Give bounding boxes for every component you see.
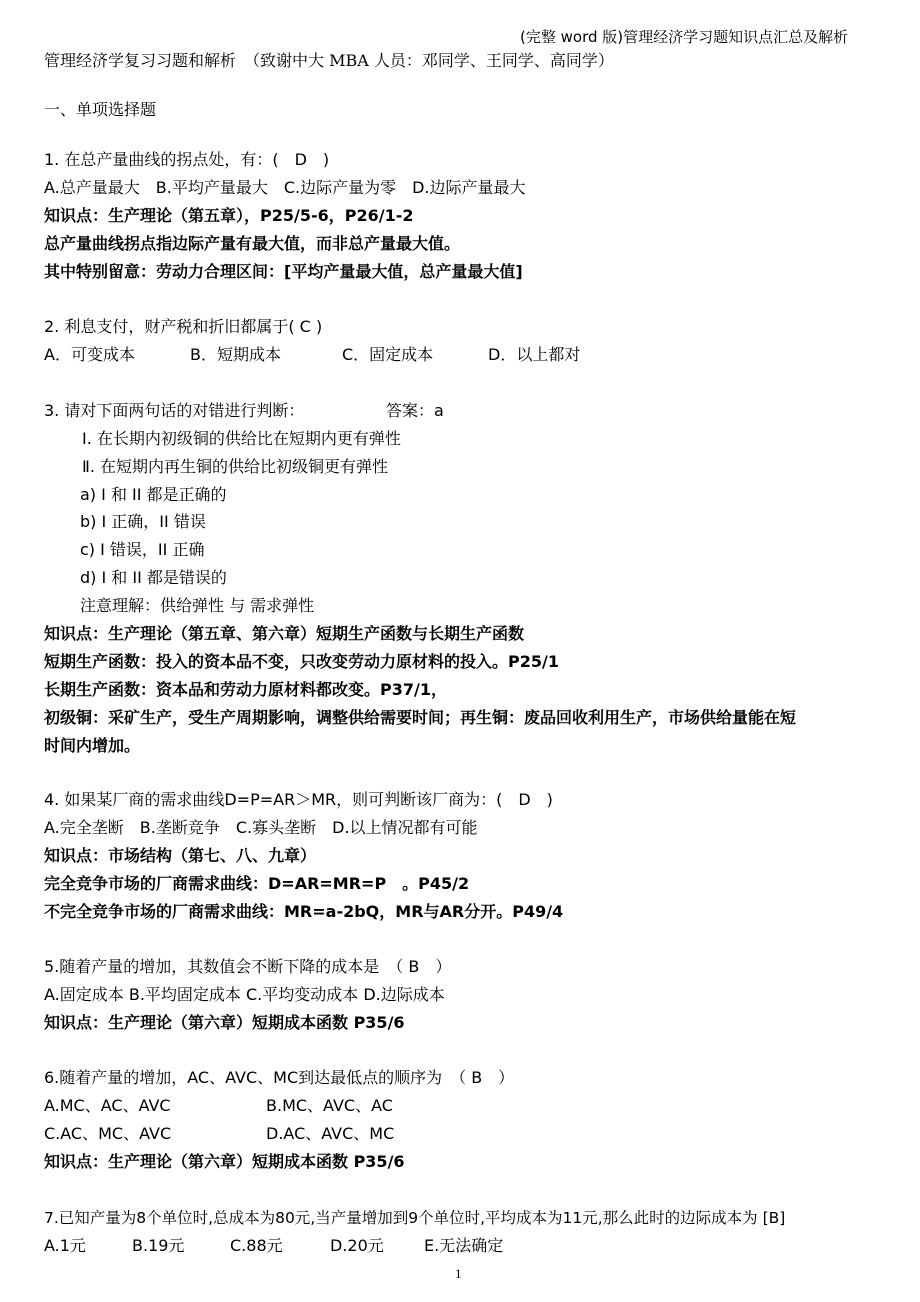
q2-option-a: A．可变成本 [44,345,135,364]
q4-options: A.完全垄断 B.垄断竞争 C.寡头垄断 D.以上情况都有可能 [44,818,478,837]
q4-imperfect-competition: 不完全竞争市场的厂商需求曲线：MR=a-2bQ，MR与AR分开。P49/4 [44,902,564,921]
q3-statement-2: Ⅱ. 在短期内再生铜的供给比初级铜更有弹性 [82,457,389,476]
q6-option-d: D.AC、AVC、MC [266,1124,395,1143]
q6-option-a: A.MC、AC、AVC [44,1096,171,1115]
q1-explanation: 总产量曲线拐点指边际产量有最大值，而非总产量最大值。 [44,234,461,253]
q5-question: 5.随着产量的增加，其数值会不断下降的成本是 （ B ） [44,957,452,976]
q4-knowledge-point: 知识点：市场结构（第七、八、九章） [44,846,317,865]
q6-question: 6.随着产量的增加，AC、AVC、MC到达最低点的顺序为 （ B ） [44,1068,515,1087]
q1-knowledge-point: 知识点：生产理论（第五章），P25/5-6，P26/1-2 [44,206,414,225]
q3-statement-1: Ⅰ. 在长期内初级铜的供给比在短期内更有弹性 [82,429,401,448]
page-header: (完整 word 版)管理经济学习题知识点汇总及解析 [520,28,849,46]
q6-option-b: B.MC、AVC、AC [266,1096,393,1115]
q6-knowledge-point: 知识点：生产理论（第六章）短期成本函数 P35/6 [44,1152,405,1171]
q1-question: 1. 在总产量曲线的拐点处，有：( D ) [44,150,330,169]
q1-options: A.总产量最大 B.平均产量最大 C.边际产量为零 D.边际产量最大 [44,178,526,197]
q6-option-c: C.AC、MC、AVC [44,1124,172,1143]
q2-option-c: C．固定成本 [342,345,434,364]
q7-option-a: A.1元 [44,1236,86,1255]
q3-copper-explanation-cont: 时间内增加。 [44,736,141,755]
q3-answer: 答案：a [386,401,444,420]
page-number: 1 [455,1266,462,1281]
section-heading: 一、单项选择题 [44,100,157,119]
q2-question: 2. 利息支付，财产税和折旧都属于( C ) [44,317,323,336]
q3-note: 注意理解：供给弹性 与 需求弹性 [80,596,315,615]
q7-option-d: D.20元 [330,1236,384,1255]
q2-option-b: B．短期成本 [190,345,281,364]
q3-option-b: b) I 正确，II 错误 [80,512,206,531]
q7-option-b: B.19元 [132,1236,185,1255]
q3-option-d: d) I 和 II 都是错误的 [80,568,227,587]
q3-option-c: c) I 错误，II 正确 [80,540,205,559]
q2-option-d: D．以上都对 [488,345,581,364]
q5-knowledge-point: 知识点：生产理论（第六章）短期成本函数 P35/6 [44,1013,405,1032]
q7-question: 7.已知产量为8个单位时,总成本为80元,当产量增加到9个单位时,平均成本为11元,那么此时的边际成本为 [B] [44,1209,786,1227]
q3-option-a: a) I 和 II 都是正确的 [80,485,227,504]
q7-option-c: C.88元 [230,1236,283,1255]
q7-option-e: E.无法确定 [424,1236,504,1255]
q4-perfect-competition: 完全竞争市场的厂商需求曲线：D=AR=MR=P 。P45/2 [44,874,470,893]
q3-copper-explanation: 初级铜：采矿生产，受生产周期影响，调整供给需要时间；再生铜：废品回收利用生产，市场供给量能在短 [44,708,797,727]
q3-question: 3. 请对下面两句话的对错进行判断： [44,401,305,420]
document-title: 管理经济学复习习题和解析 （致谢中大 MBA 人员：邓同学、王同学、高同学） [44,51,614,70]
q3-knowledge-point: 知识点：生产理论（第五章、第六章）短期生产函数与长期生产函数 [44,624,525,643]
q5-options: A.固定成本 B.平均固定成本 C.平均变动成本 D.边际成本 [44,985,445,1004]
q4-question: 4. 如果某厂商的需求曲线D=P=AR＞MR，则可判断该厂商为：( D ) [44,790,553,809]
q1-note: 其中特别留意：劳动力合理区间：[平均产量最大值，总产量最大值] [44,262,523,281]
q3-long-run-definition: 长期生产函数：资本品和劳动力原材料都改变。P37/1， [44,680,447,699]
q3-short-run-definition: 短期生产函数：投入的资本品不变，只改变劳动力原材料的投入。P25/1 [44,652,559,671]
